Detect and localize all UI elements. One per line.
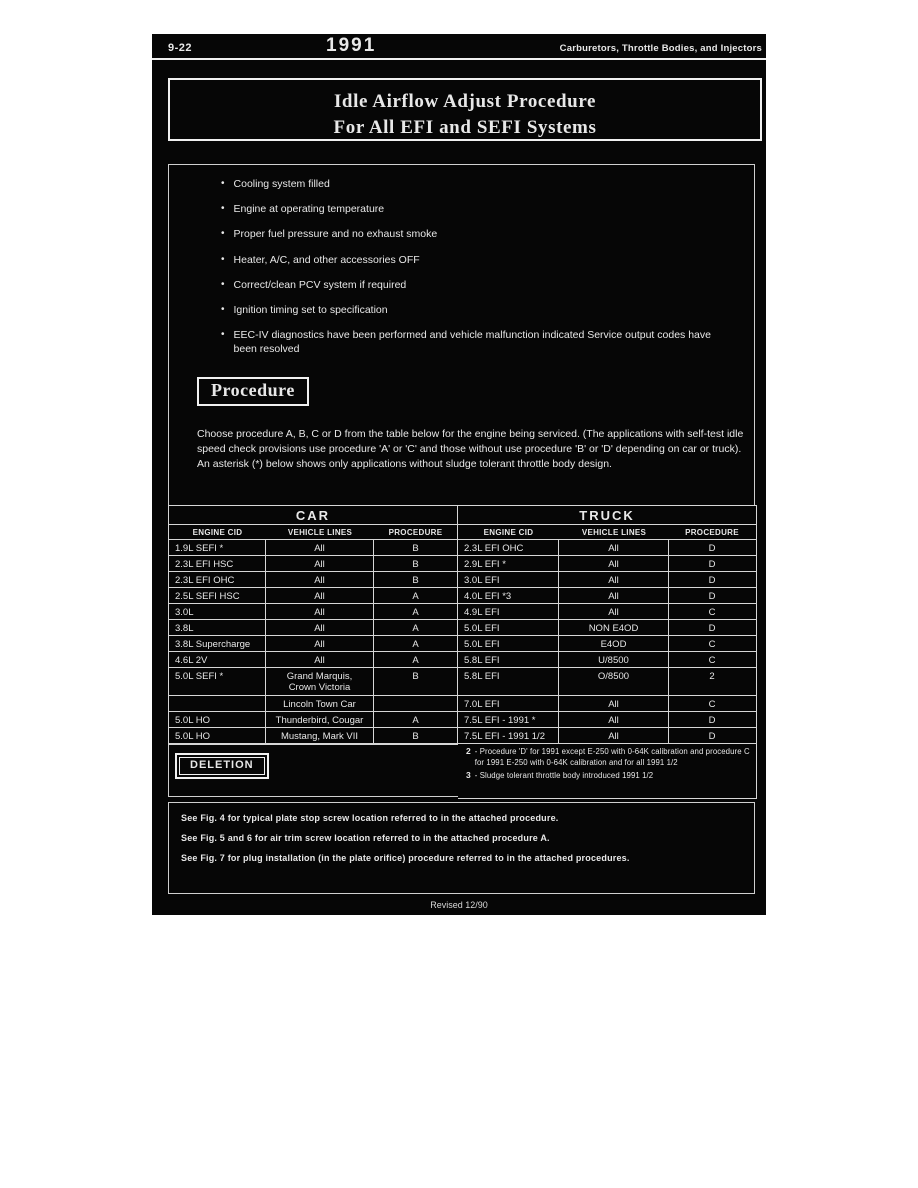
table-row [458,620,756,636]
checklist-text: Cooling system filled [233,178,330,190]
table-cell-proc: D [708,623,716,634]
table-cell-vehicle: Mustang, Mark VII [266,728,374,743]
list-item [221,278,726,292]
prerequisite-checklist [221,177,726,367]
table-cell-engine: 3.8L Supercharge [169,636,266,651]
table-cell-vehicle: Thunderbird, Cougar [266,712,374,727]
table-cell-vehicle: All [559,712,669,727]
list-item [221,227,726,241]
table-row [458,572,756,588]
page-number: 9-22 [168,42,193,54]
table-cell-engine: 4.9L EFI [458,604,559,619]
footnote [466,747,750,769]
table-row [458,696,756,712]
car-table-title: CAR [169,506,457,525]
table-cell-proc: A [412,623,419,634]
checklist-text: Correct/clean PCV system if required [233,278,407,291]
column-header-engine: ENGINE CID [192,528,243,537]
table-cell-vehicle: All [559,540,669,555]
table-cell-engine: 3.0L [169,604,266,619]
table-cell-vehicle: All [266,572,374,587]
table-cell-vehicle: All [266,604,374,619]
checklist-text: Ignition timing set to specification [233,303,388,316]
table-cell-proc: A [412,639,419,650]
table-cell-engine: 5.8L EFI [458,668,559,695]
list-item [221,253,726,267]
table-cell-engine: 2.5L SEFI HSC [169,588,266,603]
table-cell-engine: 5.0L EFI [458,636,559,651]
column-header-procedure: PROCEDURE [388,528,443,537]
deletion-label: DELETION [179,757,265,775]
table-cell-engine: 5.0L EFI [458,620,559,635]
table-row [169,712,457,728]
table-row [169,556,457,572]
table-cell-proc: B [412,575,419,586]
deletion-box [175,753,269,779]
table-cell-engine: 5.8L EFI [458,652,559,667]
footnote [466,771,750,783]
table-row [458,636,756,652]
bullet-icon: • [221,203,225,215]
section-title: Carburetors, Throttle Bodies, and Injectors [559,43,762,54]
table-cell-proc: D [708,575,716,586]
table-cell-vehicle: NON E4OD [559,620,669,635]
column-header-vehicle: VEHICLE LINES [581,528,647,537]
table-cell-engine: 2.3L EFI OHC [169,572,266,587]
table-cell-engine: 3.0L EFI [458,572,559,587]
table-cell-engine: 1.9L SEFI * [169,540,266,555]
table-cell-proc: B [412,543,419,554]
table-cell-vehicle: U/8500 [559,652,669,667]
table-cell-vehicle: All [266,556,374,571]
table-cell-vehicle: All [559,696,669,711]
list-item [221,202,726,216]
manual-page [152,34,766,915]
table-cell-vehicle: All [559,604,669,619]
bullet-icon: • [221,278,225,290]
bullet-icon: • [221,329,225,341]
table-cell-engine: 7.5L EFI - 1991 1/2 [458,728,559,743]
column-header-engine: ENGINE CID [483,528,534,537]
table-cell-engine: 2.3L EFI HSC [169,556,266,571]
procedure-heading: Procedure [197,377,309,406]
table-row [169,588,457,604]
table-cell-engine: 7.0L EFI [458,696,559,711]
footnote-text: - Procedure 'D' for 1991 except E-250 with 0-64K calibration and procedure C for 1991 E-250 with 0-64K calibration and for all 1991 1/2 [474,747,750,767]
list-item [221,328,726,356]
truck-table-rows [458,540,756,744]
table-cell-proc: A [412,715,419,726]
table-row [458,728,756,744]
checklist-text: EEC-IV diagnostics have been performed and vehicle malfunction indicated Service output codes have been resolved [233,329,711,356]
table-cell-proc: B [412,671,419,682]
truck-column-headers [458,525,756,540]
bullet-icon: • [221,303,225,315]
table-cell-vehicle: Grand Marquis, Crown Victoria [266,668,374,695]
page-header [152,34,766,58]
table-cell-vehicle: All [559,588,669,603]
table-cell-vehicle: All [559,728,669,743]
table-cell-vehicle: All [266,652,374,667]
table-cell-proc: A [412,607,419,618]
table-cell-proc: 2 [709,671,715,682]
bullet-icon: • [221,178,225,189]
table-cell-engine: 2.9L EFI * [458,556,559,571]
table-cell-proc [374,696,457,711]
table-cell-vehicle: Lincoln Town Car [266,696,374,711]
table-row [458,712,756,728]
truck-table-title: TRUCK [458,506,756,525]
table-row [458,588,756,604]
table-cell-engine [169,696,266,711]
table-cell-proc: C [708,639,716,650]
table-cell-engine: 5.0L HO [169,712,266,727]
table-cell-proc: D [708,731,716,742]
table-footnotes [458,744,756,798]
table-row [169,540,457,556]
table-cell-proc: D [708,715,716,726]
bullet-icon: • [221,253,225,265]
table-cell-proc: C [708,699,716,710]
table-cell-vehicle: All [266,620,374,635]
table-row [458,604,756,620]
table-row [169,668,457,696]
table-cell-engine: 4.6L 2V [169,652,266,667]
table-cell-vehicle: All [266,588,374,603]
table-cell-engine: 5.0L HO [169,728,266,743]
column-header-vehicle: VEHICLE LINES [287,528,353,537]
checklist-text: Heater, A/C, and other accessories OFF [233,253,420,266]
title-box [168,78,762,141]
table-row [458,652,756,668]
table-row [458,556,756,572]
revision-date: Revised 12/90 [430,900,488,910]
table-cell-vehicle: All [559,556,669,571]
bullet-icon: • [221,228,225,240]
table-row [458,668,756,696]
list-item [221,303,726,317]
content-box [168,164,755,797]
table-row [458,540,756,556]
table-row [169,696,457,712]
table-cell-proc: A [412,655,419,666]
column-header-procedure: PROCEDURE [685,528,739,537]
figure-notes-box [168,802,755,894]
list-item [221,177,726,191]
footnote-text: - Sludge tolerant throttle body introduced 1991 1/2 [474,770,654,780]
figure-note: See Fig. 7 for plug installation (in the plate orifice) procedure referred to in the attached procedures. [181,853,630,863]
table-row [169,620,457,636]
table-cell-proc: D [708,591,716,602]
table-row [169,572,457,588]
checklist-text: Engine at operating temperature [233,203,385,216]
table-cell-proc: D [708,559,716,570]
car-table-rows [169,540,457,744]
table-cell-proc: B [412,731,419,742]
table-cell-proc: C [708,655,716,666]
car-column-headers [169,525,457,540]
table-row [169,728,457,744]
table-cell-proc: C [708,607,716,618]
page-title-line1: Idle Airflow Adjust Procedure [333,91,597,112]
table-cell-vehicle: All [266,540,374,555]
table-cell-engine: 2.3L EFI OHC [458,540,559,555]
footnote-number: 2 [466,746,471,756]
table-cell-engine: 3.8L [169,620,266,635]
model-year: 1991 [326,35,377,56]
table-row [169,636,457,652]
figure-note: See Fig. 4 for typical plate stop screw location referred to in the attached procedure. [181,813,559,823]
procedure-intro-text: Choose procedure A, B, C or D from the table below for the engine being serviced. (The applications with self-test idle speed check provisions use procedure 'A' or 'C' and those without use procedure 'B' or 'D' depending on car or truck). An asterisk (*) below shows only applications without sludge tolerant throttle body design. [197,428,744,470]
page-title-line2: For All EFI and SEFI Systems [333,116,597,138]
table-cell-engine: 7.5L EFI - 1991 * [458,712,559,727]
table-row [169,652,457,668]
footnote-number: 3 [466,769,471,780]
table-cell-vehicle: E4OD [559,636,669,651]
table-cell-proc: B [412,559,419,570]
table-cell-proc: A [412,591,419,602]
table-cell-vehicle: O/8500 [559,668,669,695]
figure-note: See Fig. 5 and 6 for air trim screw location referred to in the attached procedure A. [181,833,550,843]
header-rule [152,58,766,60]
table-cell-vehicle: All [266,636,374,651]
truck-table [458,505,757,799]
checklist-text: Proper fuel pressure and no exhaust smoke [233,228,438,241]
table-cell-proc: D [708,543,716,554]
table-cell-vehicle: All [559,572,669,587]
car-table [168,505,458,745]
table-cell-engine: 5.0L SEFI * [169,668,266,695]
table-row [169,604,457,620]
table-cell-engine: 4.0L EFI *3 [458,588,559,603]
